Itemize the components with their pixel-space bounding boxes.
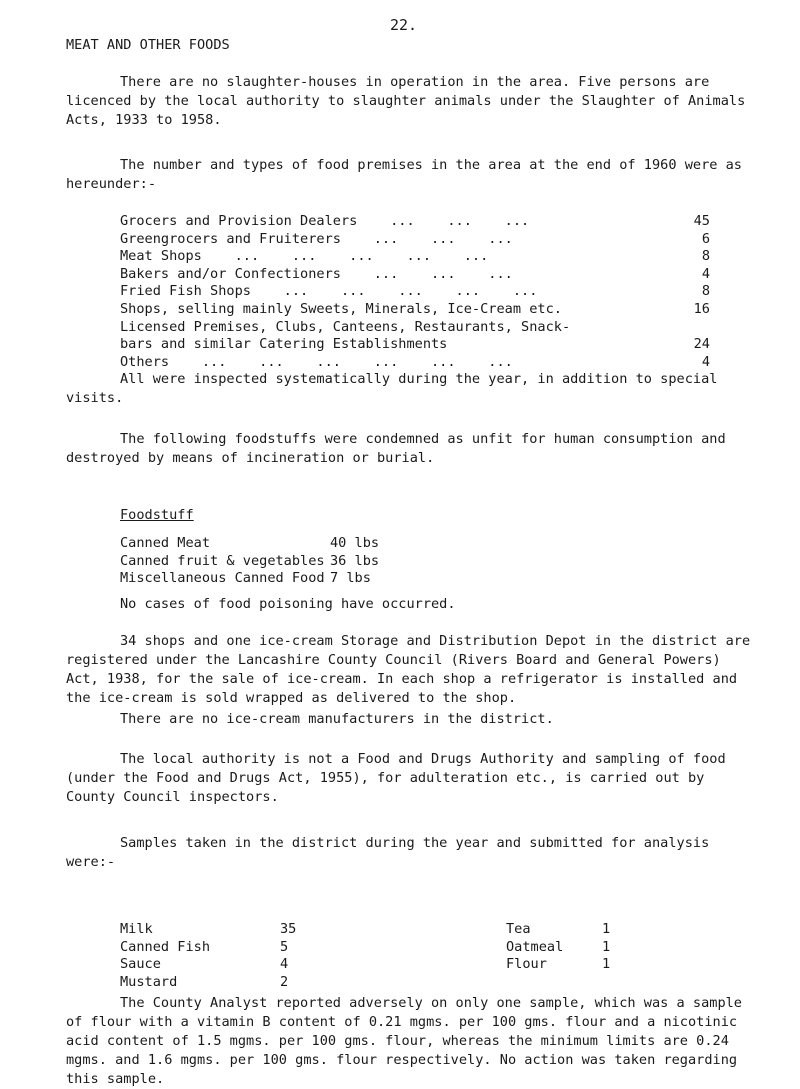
premises-label: Shops, selling mainly Sweets, Minerals, Ice-Cream etc. [120, 300, 562, 317]
ice-cream-paragraph: 34 shops and one ice-cream Storage and Distribution Depot in the district are registered under the Lancashire County Council (Rivers Board and General Powers) Act, 1938, for the sale of ice-cream. In each shop a refrigerator is installed and the ice-cream is sold wrapped as delivered to the shop. [66, 633, 751, 706]
sample-count: 1 [602, 921, 611, 937]
sample-name: Sauce [120, 956, 161, 973]
sample-name: Flour [506, 956, 547, 973]
premises-count: 16 [693, 300, 710, 317]
premises-row [120, 231, 710, 249]
sample-name: Mustard [120, 973, 178, 990]
foodstuff-item: Canned fruit & vegetables [120, 552, 325, 569]
sample-name: Oatmeal [506, 938, 564, 955]
foodstuff-heading: Foodstuff [120, 507, 194, 523]
premises-label: Fried Fish Shops ... ... ... ... ... [120, 283, 538, 300]
foodstuff-qty: 7 lbs [330, 570, 371, 587]
premises-row [120, 319, 710, 337]
premises-count [680, 319, 710, 337]
sample-name: Milk [120, 921, 153, 937]
premises-row [120, 266, 710, 284]
premises-count: 4 [701, 353, 710, 370]
samples-list-right [506, 921, 632, 974]
sample-row [120, 939, 320, 957]
samples-list-left [120, 921, 320, 991]
analyst-paragraph: The County Analyst reported adversely on only one sample, which was a sample of flour with a vitamin B content of 0.21 mgms. per 100 gms. flour and a nicotinic acid content of 1.5 mgms. per 100 gms. flour, whereas the minimum limits are 0.24 mgms. and 1.6 mgms. per 100 gms. flour respectively. No action was taken regarding this sample. [66, 995, 742, 1087]
premises-count: 24 [693, 336, 710, 353]
foodstuff-item: Canned Meat [120, 535, 211, 551]
sample-count: 1 [602, 956, 611, 973]
foodstuff-row [120, 535, 420, 553]
premises-count: 4 [701, 265, 710, 282]
sample-row [120, 956, 320, 974]
premises-label: bars and similar Catering Establishments [120, 336, 448, 353]
premises-row [120, 283, 710, 301]
sample-name: Canned Fish [120, 938, 211, 955]
food-poisoning-statement: No cases of food poisoning have occurred. [120, 596, 456, 612]
foodstuff-qty: 40 lbs [330, 535, 380, 551]
food-drugs-paragraph: The local authority is not a Food and Drugs Authority and sampling of food (under the Food and Drugs Act, 1955), for adulteration etc., is carried out by County Council inspectors. [66, 751, 726, 805]
premises-count: 6 [701, 230, 710, 247]
premises-row [120, 354, 710, 372]
sample-row [506, 921, 632, 939]
premises-label: Others ... ... ... ... ... ... [120, 353, 513, 370]
sample-count: 1 [602, 938, 611, 955]
premises-label: Grocers and Provision Dealers ... ... ... [120, 213, 530, 229]
premises-count: 8 [701, 248, 710, 265]
samples-intro: Samples taken in the district during the year and submitted for analysis were:- [66, 835, 710, 870]
sample-count: 2 [280, 973, 289, 990]
premises-row [120, 213, 710, 231]
foodstuff-item: Miscellaneous Canned Food [120, 570, 325, 587]
foodstuff-qty: 36 lbs [330, 552, 380, 569]
foodstuff-list [120, 535, 420, 588]
foodstuff-row [120, 570, 420, 588]
sample-row [120, 921, 320, 939]
sample-row [120, 974, 320, 992]
no-manufacturers-statement: There are no ice-cream manufacturers in the district. [120, 711, 554, 727]
premises-intro: The number and types of food premises in the area at the end of 1960 were as hereunder:- [66, 157, 742, 192]
premises-row [120, 248, 710, 266]
foodstuff-row [120, 553, 420, 571]
condemned-paragraph: The following foodstuffs were condemned as unfit for human consumption and destroyed by means of incineration or burial. [66, 431, 726, 466]
premises-label: Licensed Premises, Clubs, Canteens, Restaurants, Snack- [120, 318, 571, 335]
premises-count: 45 [693, 213, 710, 229]
premises-row [120, 336, 710, 354]
premises-label: Meat Shops ... ... ... ... ... [120, 248, 489, 265]
section-heading: MEAT AND OTHER FOODS [66, 37, 230, 53]
premises-row [120, 301, 710, 319]
page-number: 22. [390, 16, 418, 34]
sample-name: Tea [506, 921, 531, 937]
inspection-paragraph: All were inspected systematically during the year, in addition to special visits. [66, 371, 718, 406]
premises-list [120, 213, 710, 371]
intro-paragraph: There are no slaughter-houses in operation in the area. Five persons are licenced by the local authority to slaughter animals under the Slaughter of Animals Acts, 1933 to 1958. [66, 74, 746, 128]
premises-label: Bakers and/or Confectioners ... ... ... [120, 265, 513, 282]
sample-count: 4 [280, 956, 289, 973]
premises-label: Greengrocers and Fruiterers ... ... ... [120, 230, 513, 247]
sample-row [506, 939, 632, 957]
sample-count: 35 [280, 921, 297, 937]
premises-count: 8 [701, 283, 710, 300]
sample-count: 5 [280, 938, 289, 955]
sample-row [506, 956, 632, 974]
